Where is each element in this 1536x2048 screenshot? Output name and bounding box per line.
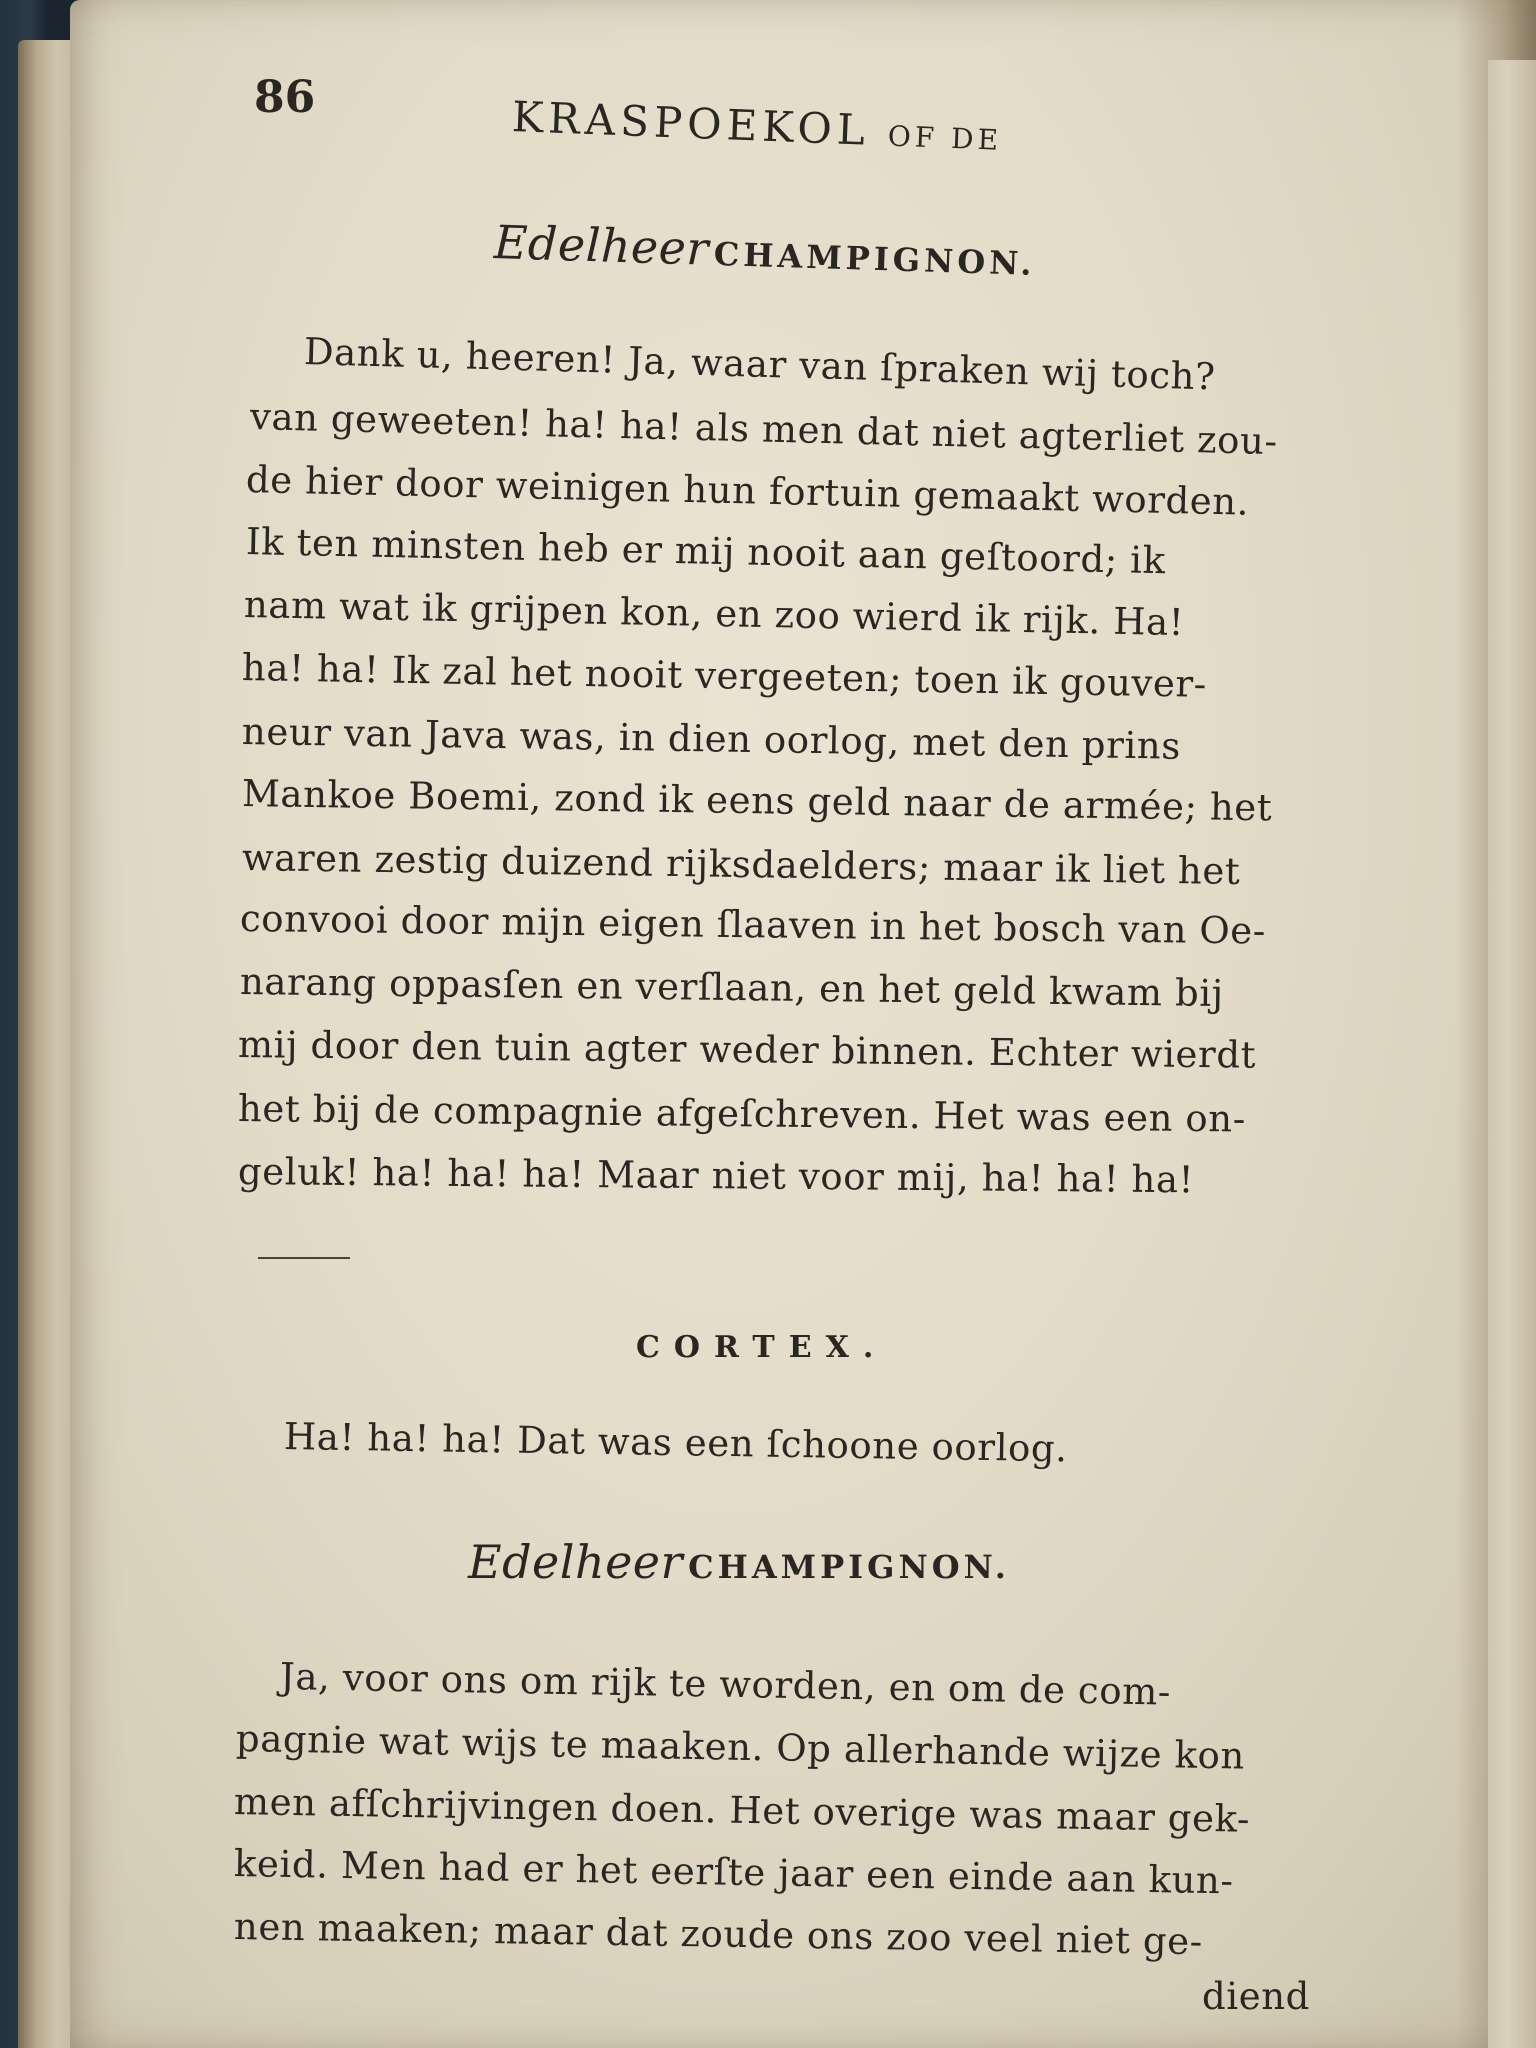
text-line: pagnie wat wijs te maaken. Op allerhande wijze kon xyxy=(235,1717,1246,1778)
page-number: 86 xyxy=(254,72,316,123)
text-line: nen maaken; maar dat zoude ons zoo veel niet ge- xyxy=(233,1905,1204,1964)
speaker-heading xyxy=(468,1535,1010,1589)
text-line: keid. Men had er het eerſte jaar een einde aan kun- xyxy=(233,1842,1234,1903)
text-line: Ik ten minsten heb er mij nooit aan geſtoord; ik xyxy=(245,520,1167,583)
speaker-name-cortex: CORTEX. xyxy=(636,1330,888,1365)
text-line: mij door den tuin agter weder binnen. Echter wierdt xyxy=(237,1023,1257,1077)
text-line: Ha! ha! ha! Dat was een ſchoone oorlog. xyxy=(283,1415,1068,1471)
text-line: narang oppasſen en verſlaan, en het geld kwam bij xyxy=(239,960,1225,1016)
text-line: het bij de compagnie afgeſchreven. Het was een on- xyxy=(237,1087,1247,1141)
text-line: de hier door weinigen hun fortuin gemaakt worden. xyxy=(245,458,1250,524)
text-line: ha! ha! Ik zal het nooit vergeeten; toen ik gouver- xyxy=(241,646,1208,706)
speaker-heading xyxy=(493,215,1036,286)
speaker-title: Edelheer xyxy=(468,1535,684,1589)
text-line: nam wat ik grijpen kon, en zoo wierd ik rijk. Ha! xyxy=(243,583,1185,645)
text-line: Dank u, heeren! Ja, waar van ſpraken wij toch? xyxy=(303,330,1217,399)
running-head xyxy=(511,92,1003,160)
speaker-title: Edelheer xyxy=(493,215,710,276)
running-head-title: KRASPOEKOL xyxy=(511,92,871,155)
text-line: men afſchrijvingen doen. Het overige was maar gek- xyxy=(233,1780,1251,1841)
section-divider xyxy=(258,1257,350,1259)
text-line: van geweeten! ha! ha! als men dat niet agterliet zou- xyxy=(249,395,1279,464)
catchword: diend xyxy=(1202,1975,1310,2018)
text-line: waren zestig duizend rijksdaelders; maar ik liet het xyxy=(241,836,1241,893)
text-line: geluk! ha! ha! ha! Maar niet voor mij, ha! ha! ha! xyxy=(237,1150,1195,1202)
text-line: neur van Java was, in dien oorlog, met den prins xyxy=(241,710,1182,768)
speaker-name: CHAMPIGNON. xyxy=(713,234,1037,284)
running-head-connector: OF DE xyxy=(887,119,1003,157)
text-line: convooi door mijn eigen ſlaaven in het bosch van Oe- xyxy=(239,897,1267,953)
text-line: Mankoe Boemi, zond ik eens geld naar de armée; het xyxy=(241,772,1273,830)
speaker-name: CHAMPIGNON. xyxy=(688,1548,1010,1586)
text-line: Ja, voor ons om rijk te worden, en om de com- xyxy=(279,1655,1172,1714)
